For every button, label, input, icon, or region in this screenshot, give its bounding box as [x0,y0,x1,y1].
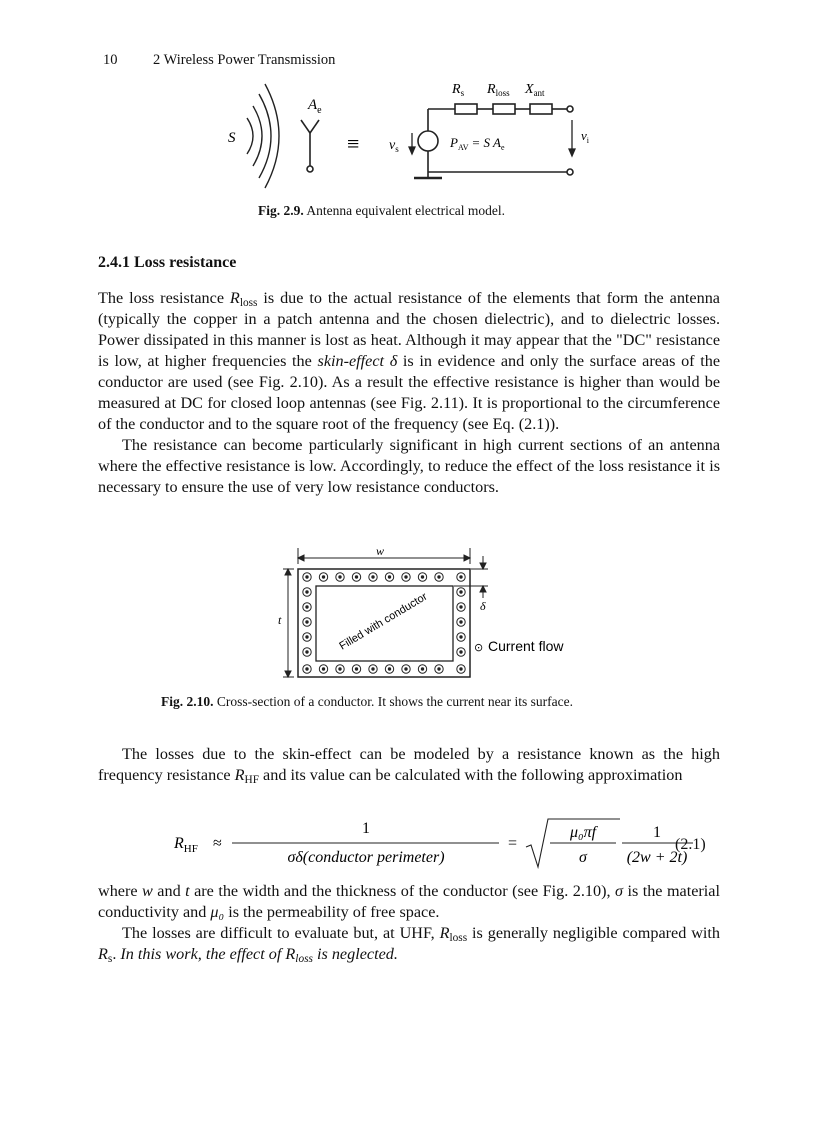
current-dot-center [371,667,374,670]
label-rloss: $R_{loss}$ [487,82,510,98]
current-dot-center [404,667,407,670]
eq-num2: 1 [653,824,661,841]
current-dot-center [355,575,358,578]
body-paragraphs-1 [98,288,720,498]
page-number: 10 [103,52,118,68]
current-dot-center [459,620,462,623]
section-title: 2.4.1 Loss resistance [98,254,237,271]
label-w: w [376,544,385,558]
current-dot-center [388,575,391,578]
label-vi: $v_i$ [581,128,590,145]
caption-text: Cross-section of a conductor. It shows the current near its surface. [213,694,574,709]
wave-arcs [247,84,279,188]
caption-text: Antenna equivalent electrical model. [303,203,506,218]
eq-den2: (2w + 2t) [626,849,688,866]
paragraph-4: where w and t are the width and the thickness of the conductor (see Fig. 2.10), σ is the material conductivity and μ₀ is the permeability of free space. [98,882,720,921]
paragraph-5: The losses are difficult to evaluate but, at UHF, $R_{loss}$ is generally negligible compared with $R_s$. In this work, the effect of $R_{loss}$ is neglected. [98,924,720,965]
current-dot-center [437,667,440,670]
current-dot-center [459,650,462,653]
current-dot-center [322,667,325,670]
current-dot-center [338,575,341,578]
eq-approx: ≈ [213,835,222,852]
equation-number: (2.1) [675,836,706,853]
equivalence-symbol: ≡ [347,131,360,156]
current-dot-center [305,620,308,623]
current-dot-center [437,575,440,578]
current-dot-center [371,575,374,578]
running-header [103,52,335,69]
eq-lhs: $R_{HF}$ [174,835,198,855]
equation-2-1 [170,815,730,875]
current-dot-center [459,667,462,670]
vi-arrow [569,120,575,156]
figure-2-10-caption [161,694,573,710]
eq-sqrt-den: σ [579,849,587,866]
t-dimension [283,569,294,677]
current-dot-center [305,605,308,608]
eq-num1: 1 [362,820,370,837]
current-dot-center [322,575,325,578]
caption-label: Fig. 2.10. [161,694,214,709]
current-dot-center [338,667,341,670]
current-dot-center [421,667,424,670]
current-dot-center [388,667,391,670]
label-s: S [228,130,236,146]
legend-text: Current flow [488,638,564,654]
current-dot-center [459,605,462,608]
current-dot-center [421,575,424,578]
label-delta: δ [480,599,486,613]
inner-text: Filled with conductor [337,590,430,653]
current-dot-center [459,590,462,593]
figure-2-9-caption [258,203,505,219]
current-dot-center [355,667,358,670]
current-dot-center [305,575,308,578]
current-dot-center [305,650,308,653]
eq-sqrt-num: μ₀πf [569,824,597,841]
current-dot-center [459,575,462,578]
current-dot-center [459,635,462,638]
figure-2-9-antenna-model [225,78,600,190]
current-dot-center [305,635,308,638]
paragraph-1: The loss resistance $R_{loss}$ is due to the actual resistance of the elements that form the antenna (typically the copper in a patch antenna and the chosen dielectric), and to dielectric losses. Power dissipated in this manner is lost as heat. Although it may appear that the "DC" resistance is low, at higher frequencies the skin-effect δ is in evidence and only the surface areas of the conductor are used (see Fig. 2.10). As a result the effective resistance is higher than would be measured at DC for closed loop antennas (see Fig. 2.11). It is proportional to the circumference of the conductor and to the square root of the frequency (see Eq. (2.1)). [98,289,721,433]
current-dot-center [305,667,308,670]
label-rs: $R_s$ [452,82,465,98]
current-dot-center [305,590,308,593]
body-paragraphs-3 [98,881,720,965]
label-t: t [278,613,282,627]
label-vs: $v_s$ [389,138,399,154]
figure-2-10-conductor-cross-section [268,544,598,684]
body-paragraphs-2 [98,744,720,786]
label-ae: $A_e$ [308,97,322,116]
legend-symbol: ⊙ [474,641,484,654]
label-pav: $P_{AV} = S$ $A_e$ [450,135,505,152]
antenna-icon [301,120,319,172]
label-xant: $X_{ant}$ [525,82,545,98]
eq-den1: σδ(conductor perimeter) [287,849,445,866]
current-dot-center [404,575,407,578]
caption-label: Fig. 2.9. [258,203,304,218]
eq-equals: = [508,835,518,852]
paragraph-3: The losses due to the skin-effect can be modeled by a resistance known as the high frequency resistance $R_{HF}$ and its value can be calculated with the following approximation [98,745,720,786]
paragraph-2: The resistance can become particularly significant in high current sections of an antenna where the effective resistance is low. Accordingly, to reduce the effect of the loss resistance it is necessary to ensure the use of very low resistance conductors. [98,436,720,496]
running-title: 2 Wireless Power Transmission [153,52,336,68]
vs-arrow [409,133,415,154]
